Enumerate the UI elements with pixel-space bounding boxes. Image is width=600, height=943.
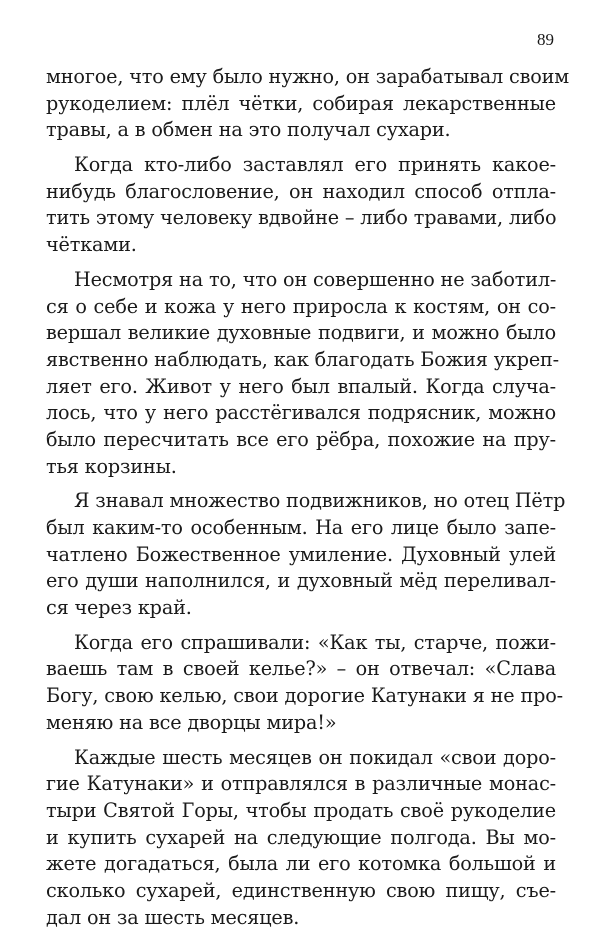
paragraph-1 xyxy=(46,64,570,144)
text-line: тить этому человеку вдвойне – либо травами, либо xyxy=(46,206,557,230)
text-line: гие Катунаки» и отправлялся в различные монас- xyxy=(46,772,556,796)
text-line: лось, что у него расстёгивался подрясник, можно xyxy=(46,401,556,425)
text-line: тыри Святой Горы, чтобы продать своё рукоделие xyxy=(46,798,556,822)
text-line: сколько сухарей, единственную свою пищу, съе- xyxy=(46,878,556,902)
text-line: многое, что ему было нужно, он зарабатывал своим xyxy=(46,65,570,88)
text-line: жете догадаться, была ли его котомка большой и xyxy=(46,852,556,876)
text-line: Я знавал множество подвижников, но отец Пётр xyxy=(74,489,566,513)
paragraph-6 xyxy=(46,745,556,932)
text-line: был каким-то особенным. На его лице было запе- xyxy=(46,516,556,539)
paragraph-4 xyxy=(46,488,566,621)
text-line: вершал великие духовные подвиги, и можно было xyxy=(46,321,556,345)
text-line: Каждые шесть месяцев он покидал «свои доро- xyxy=(74,745,556,769)
text-line: его души наполнился, и духовный мёд переливал- xyxy=(46,569,556,593)
text-line: ваешь там в своей келье?» – он отвечал: «Слава xyxy=(46,657,556,681)
paragraph-5 xyxy=(46,630,563,737)
text-line: тья корзины. xyxy=(46,454,177,478)
text-line: и купить сухарей на следующие полгода. Вы мо- xyxy=(46,825,556,849)
text-line: дал он за шесть месяцев. xyxy=(46,905,300,929)
text-line: явственно наблюдать, как благодать Божия укреп- xyxy=(46,347,559,371)
text-line: Богу, свою келью, свои дорогие Катунаки я не про- xyxy=(46,684,563,708)
text-line: Когда его спрашивали: «Как ты, старче, пожи- xyxy=(74,630,556,654)
text-line: чётками. xyxy=(46,233,137,257)
text-line: нибудь благословение, он находил способ отпла- xyxy=(46,179,556,203)
text-line: ся через край. xyxy=(46,596,192,620)
page-number: 89 xyxy=(537,30,554,49)
paragraph-3 xyxy=(46,267,559,481)
text-line: ся о себе и кожа у него приросла к костям, он со- xyxy=(46,294,556,318)
text-line: меняю на все дворцы мира!» xyxy=(46,710,337,734)
text-line: травы, а в обмен на это получал сухари. xyxy=(46,118,451,142)
text-line: чатлено Божественное умиление. Духовный улей xyxy=(46,542,556,566)
text-line: ляет его. Живот у него был впалый. Когда случа- xyxy=(46,374,556,398)
page-text xyxy=(46,64,570,931)
text-line: было пересчитать все его рёбра, похожие на пру- xyxy=(46,427,556,451)
text-line: Когда кто-либо заставлял его принять какое- xyxy=(74,153,556,177)
text-line: рукоделием: плёл чётки, собирая лекарственные xyxy=(46,91,556,115)
paragraph-2 xyxy=(46,152,556,259)
text-line: Несмотря на то, что он совершенно не заботил- xyxy=(74,267,557,291)
